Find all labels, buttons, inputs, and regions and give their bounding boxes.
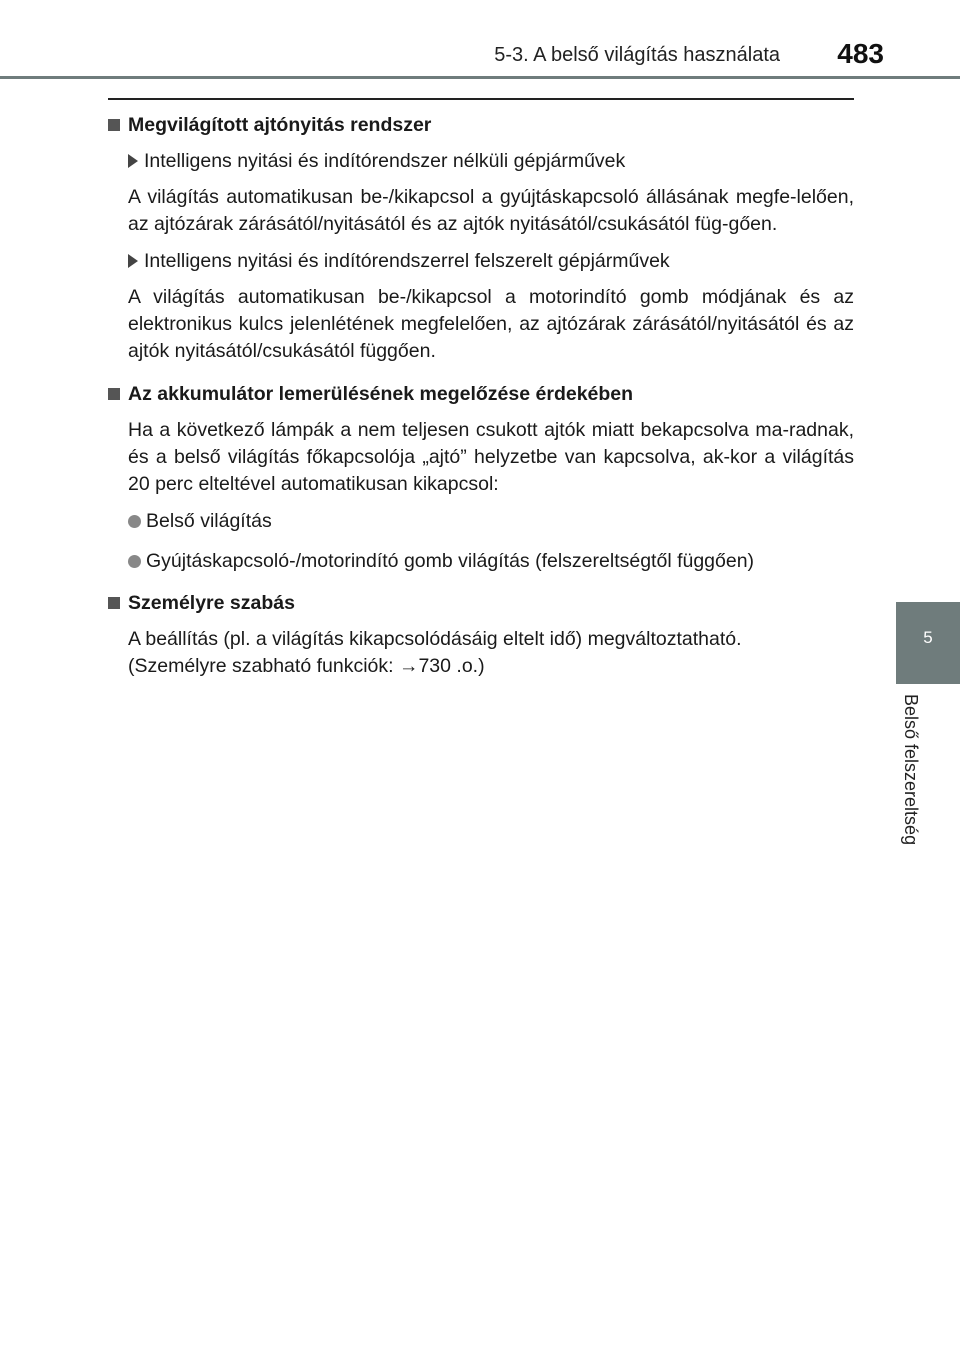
paragraph-line-prefix: (Személyre szabható funkciók:: [128, 655, 399, 677]
square-bullet-icon: [108, 119, 120, 131]
list-item: [128, 508, 854, 534]
page-number: 483: [837, 38, 884, 69]
section-door-lighting: [108, 112, 854, 365]
section-customization: [108, 590, 854, 680]
circle-bullet-icon: [128, 555, 141, 568]
section-heading-text: Az akkumulátor lemerülésének megelőzése érdekében: [128, 383, 634, 405]
paragraph: [128, 626, 854, 680]
section-heading-text: Személyre szabás: [128, 592, 295, 614]
page-content: [108, 112, 854, 696]
section-heading-text: Megvilágított ajtónyitás rendszer: [128, 114, 432, 136]
square-bullet-icon: [108, 597, 120, 609]
running-header: 5-3. A belső világítás használata: [494, 44, 780, 66]
subheading: [128, 148, 854, 174]
header-rule: [0, 76, 960, 79]
paragraph: A világítás automatikusan be-/kikapcsol a motorindító gomb módjának és az elektronikus kulcs jelenlétének megfelelően, az ajtózárak zárásától/nyitásától és az ajtók nyitásától/csukásától függően.: [128, 286, 854, 362]
subheading-text: Intelligens nyitási és indítórendszerrel felszerelt gépjárművek: [144, 250, 670, 272]
paragraph: A világítás automatikusan be-/kikapcsol a gyújtáskapcsoló állásának megfe-lelően, az ajtózárak zárásától/nyitásától és az ajtók nyitásától/csukásától füg-gően.: [128, 186, 854, 235]
paragraph: Ha a következő lámpák a nem teljesen csukott ajtók miatt bekapcsolva ma-radnak, és a belső világítás főkapcsolója „ajtó” helyzetbe van kapcsolva, ak-kor a világítás 20 perc elteltével automatikusan kikapcsol:: [128, 419, 854, 495]
circle-bullet-icon: [128, 515, 141, 528]
chapter-label: [892, 694, 932, 894]
list-item: [128, 548, 854, 574]
chapter-label-text: Belső felszereltség: [901, 694, 921, 846]
list-item-text: Belső világítás: [146, 510, 272, 532]
section-heading: [108, 112, 854, 138]
subheading: [128, 248, 854, 274]
section-rule: [108, 98, 854, 100]
square-bullet-icon: [108, 388, 120, 400]
section-battery: [108, 381, 854, 574]
list-item-text: Gyújtáskapcsoló-/motorindító gomb világítás (felszereltségtől függően): [146, 550, 755, 572]
paragraph-line: A beállítás (pl. a világítás kikapcsolódásáig eltelt idő) megváltoztatható.: [128, 628, 742, 650]
page-reference-link[interactable]: 730 .o.): [418, 655, 485, 677]
right-arrow-icon: →: [398, 655, 419, 677]
section-heading: [108, 590, 854, 616]
subheading-text: Intelligens nyitási és indítórendszer nélküli gépjárművek: [144, 150, 626, 172]
triangle-bullet-icon: [128, 154, 138, 168]
triangle-bullet-icon: [128, 254, 138, 268]
chapter-number: 5: [923, 628, 933, 647]
chapter-tab: [896, 602, 960, 684]
section-heading: [108, 381, 854, 407]
